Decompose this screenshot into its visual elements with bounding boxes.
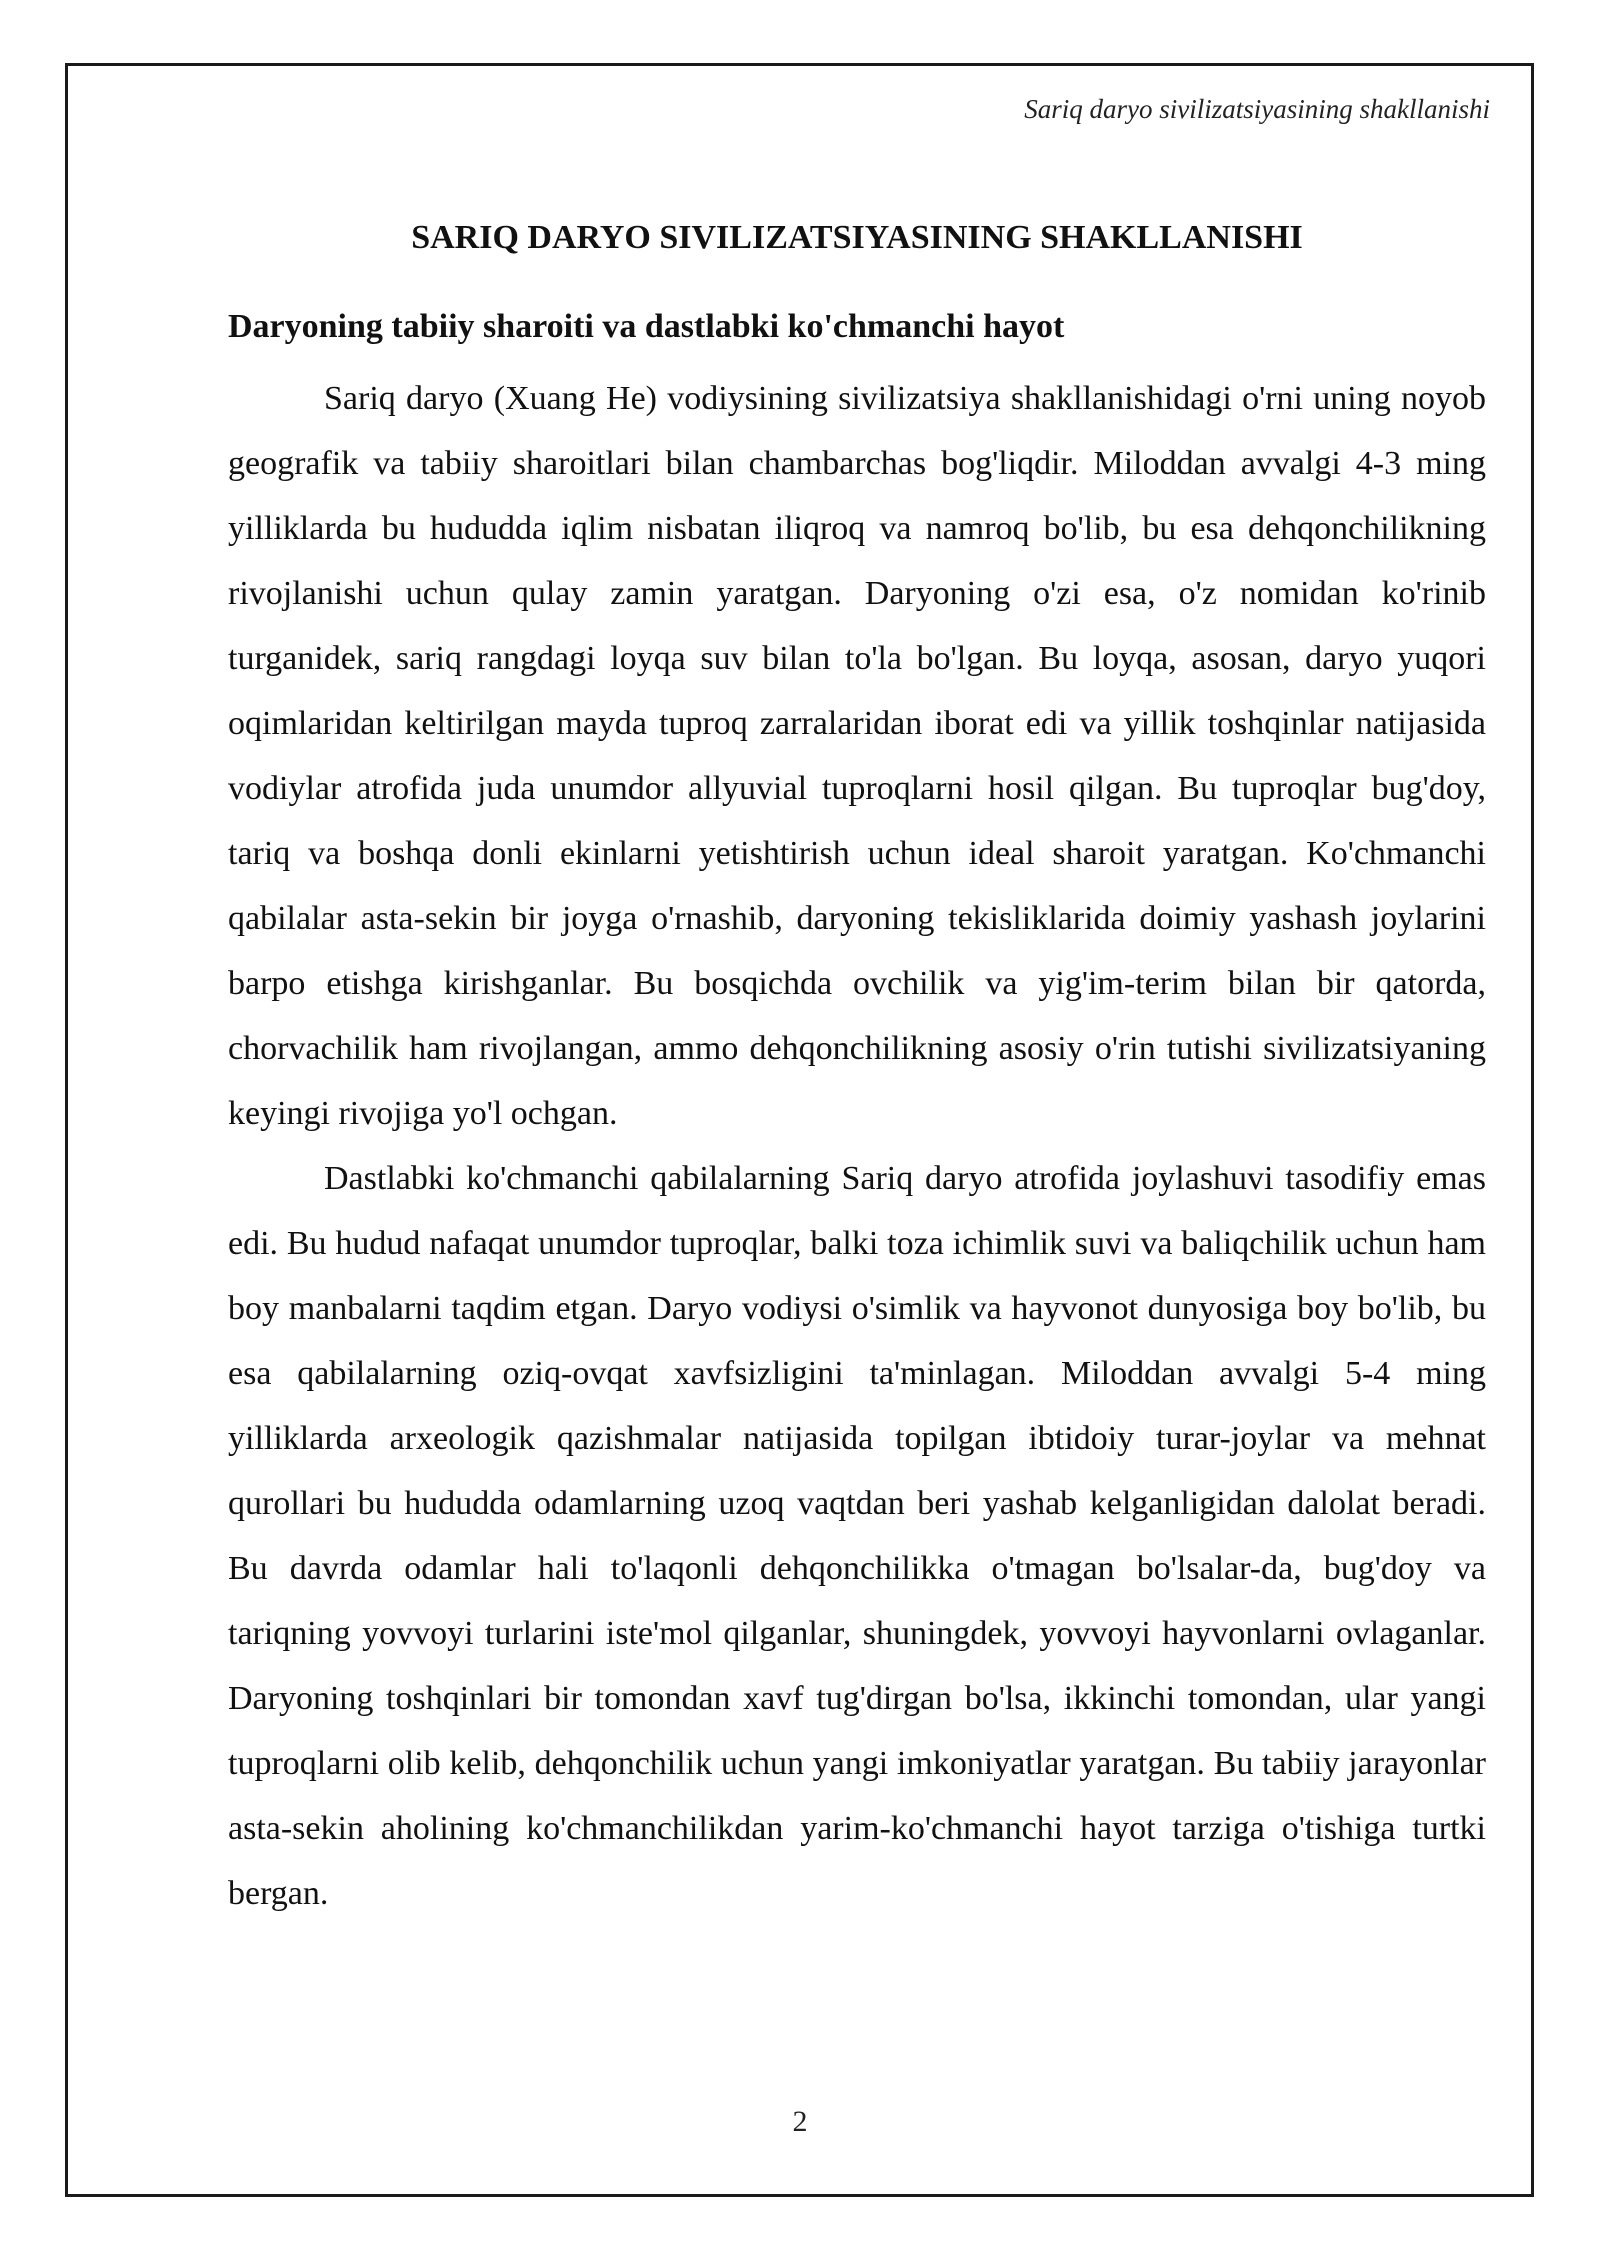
document-title: SARIQ DARYO SIVILIZATSIYASINING SHAKLLANISHI: [411, 219, 1303, 256]
paragraph-2: Dastlabki ko'chmanchi qabilalarning Sariq daryo atrofida joylashuvi tasodifiy emas edi. Bu hudud nafaqat unumdor tuproqlar, balki toza ichimlik suvi va baliqchilik uchun ham boy manbalarni taqdim etgan. Daryo vodiysi o'simlik va hayvonot dunyosiga boy bo'lib, bu esa qabilalarning oziq-ovqat xavfsizligini ta'minlagan. Miloddan avvalgi 5-4 ming yilliklarda arxeologik qazishmalar natijasida topilgan ibtidoiy turar-joylar va mehnat qurollari bu hududda odamlarning uzoq vaqtdan beri yashab kelganligidan dalolat beradi. Bu davrda odamlar hali to'laqonli dehqonchilikka o'tmagan bo'lsalar-da, bug'doy va tariqning yovvoyi turlarini iste'mol qilganlar, shuningdek, yovvoyi hayvonlarni ovlaganlar. Daryoning toshqinlari bir tomondan xavf tug'dirgan bo'lsa, ikkinchi tomondan, ular yangi tuproqlarni olib kelib, dehqonchilik uchun yangi imkoniyatlar yaratgan. Bu tabiiy jarayonlar asta-sekin aholining ko'chmanchilikdan yarim-ko'chmanchi hayot tarziga o'tishiga turtki bergan.: [228, 1159, 1486, 1912]
paragraph-1: Sariq daryo (Xuang He) vodiysining sivilizatsiya shakllanishidagi o'rni uning noyob geografik va tabiiy sharoitlari bilan chambarchas bog'liqdir. Miloddan avvalgi 4-3 ming yilliklarda bu hududda iqlim nisbatan iliqroq va namroq bo'lib, bu esa dehqonchilikning rivojlanishi uchun qulay zamin yaratgan. Daryoning o'zi esa, o'z nomidan ko'rinib turganidek, sariq rangdagi loyqa suv bilan to'la bo'lgan. Bu loyqa, asosan, daryo yuqori oqimlaridan keltirilgan mayda tuproq zarralaridan iborat edi va yillik toshqinlar natijasida vodiylar atrofida juda unumdor allyuvial tuproqlarni hosil qilgan. Bu tuproqlar bug'doy, tariq va boshqa donli ekinlarni yetishtirish uchun ideal sharoit yaratgan. Ko'chmanchi qabilalar asta-sekin bir joyga o'rnashib, daryoning tekisliklarida doimiy yashash joylarini barpo etishga kirishganlar. Bu bosqichda ovchilik va yig'im-terim bilan bir qatorda, chorvachilik ham rivojlangan, ammo dehqonchilikning asosiy o'rin tutishi sivilizatsiyaning keyingi rivojiga yo'l ochgan.: [228, 379, 1486, 1132]
running-header: Sariq daryo sivilizatsiyasining shakllanishi: [1024, 94, 1490, 124]
document-body: [228, 200, 1486, 1926]
section-heading: Daryoning tabiiy sharoiti va dastlabki ko'chmanchi hayot: [228, 307, 1065, 345]
page-number: 2: [792, 2105, 808, 2138]
